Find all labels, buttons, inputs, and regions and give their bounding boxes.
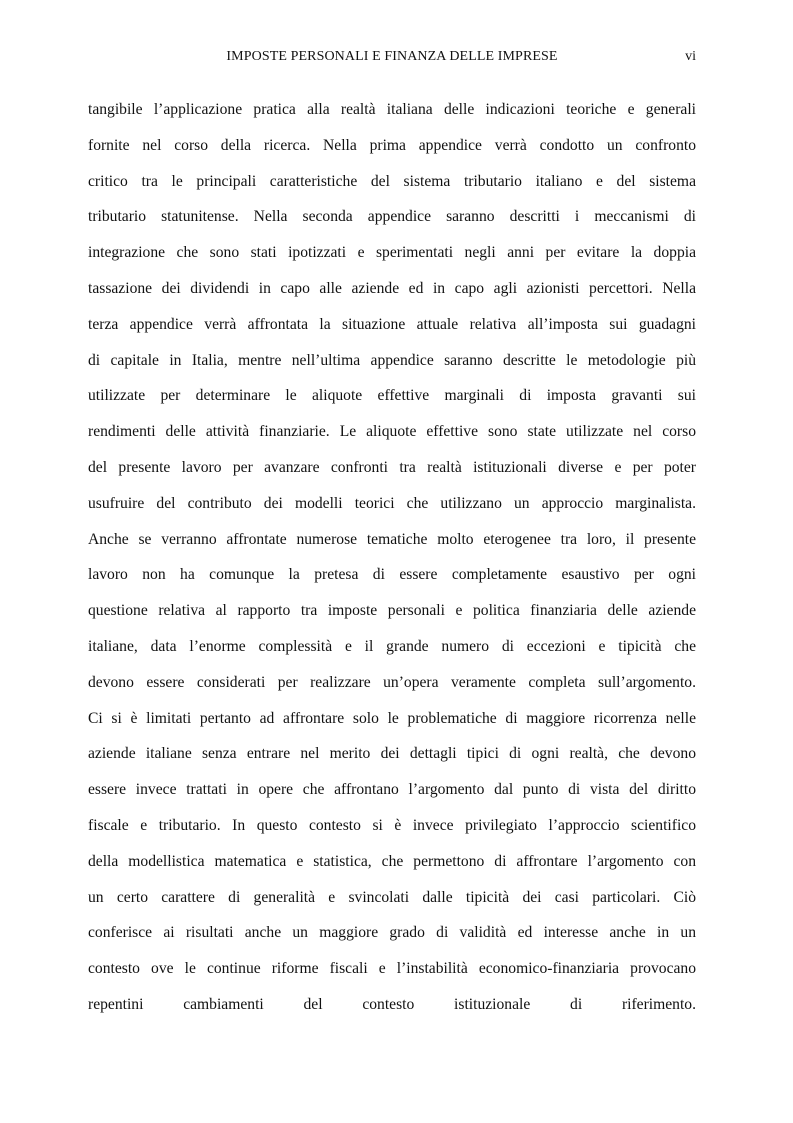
text-line: della modellistica matematica e statistica, che permettono di affrontare l’argomento con [88, 852, 696, 870]
text-line: un certo carattere di generalità e svincolati dalle tipicità dei casi particolari. Ciò [88, 888, 696, 906]
text-line: fiscale e tributario. In questo contesto si è invece privilegiato l’approccio scientifico [88, 816, 696, 834]
text-line: fornite nel corso della ricerca. Nella prima appendice verrà condotto un confronto [88, 136, 696, 154]
text-line: integrazione che sono stati ipotizzati e sperimentati negli anni per evitare la doppia [88, 244, 696, 262]
running-title: IMPOSTE PERSONALI E FINANZA DELLE IMPRESE [226, 49, 558, 64]
text-line: di capitale in Italia, mentre nell’ultima appendice saranno descritte le metodologie più [88, 351, 696, 369]
text-line: critico tra le principali caratteristiche del sistema tributario italiano e del sistema [88, 172, 696, 190]
text-line: conferisce ai risultati anche un maggiore grado di validità ed interesse anche in un [88, 924, 696, 942]
text-line: italiane, data l’enorme complessità e il grande numero di eccezioni e tipicità che [88, 637, 696, 655]
text-line: devono essere considerati per realizzare un’opera veramente completa sull’argomento. [88, 673, 696, 691]
text-line: essere invece trattati in opere che affrontano l’argomento dal punto di vista del diritto [88, 781, 696, 799]
text-line: usufruire del contributo dei modelli teorici che utilizzano un approccio marginalista. [88, 494, 696, 512]
text-line: utilizzate per determinare le aliquote effettive marginali di imposta gravanti sui [88, 387, 696, 405]
text-line: lavoro non ha comunque la pretesa di essere completamente esaustivo per ogni [88, 566, 696, 584]
text-line: tangibile l’applicazione pratica alla realtà italiana delle indicazioni teoriche e generali [88, 101, 696, 118]
body-paragraph [88, 92, 696, 1023]
text-line: del presente lavoro per avanzare confronti tra realtà istituzionali diverse e per poter [88, 458, 696, 476]
text-line: tassazione dei dividendi in capo alle aziende ed in capo agli azionisti percettori. Nella [88, 279, 696, 297]
text-line: repentini cambiamenti del contesto istituzionale di riferimento. [88, 995, 696, 1013]
text-line: aziende italiane senza entrare nel merito dei dettagli tipici di ogni realtà, che devono [88, 745, 696, 763]
text-line: questione relativa al rapporto tra imposte personali e politica finanziaria delle aziende [88, 602, 696, 620]
page-number: vi [685, 49, 696, 64]
text-line: Anche se verranno affrontate numerose tematiche molto eterogenee tra loro, il presente [88, 530, 696, 548]
text-line: rendimenti delle attività finanziarie. Le aliquote effettive sono state utilizzate nel corso [88, 423, 696, 441]
text-line: contesto ove le continue riforme fiscali e l’instabilità economico-finanziaria provocano [88, 960, 696, 978]
text-line: Ci si è limitati pertanto ad affrontare solo le problematiche di maggiore ricorrenza nelle [88, 709, 696, 727]
text-line: terza appendice verrà affrontata la situazione attuale relativa all’imposta sui guadagni [88, 315, 696, 333]
page-header [88, 47, 696, 67]
text-line: tributario statunitense. Nella seconda appendice saranno descritti i meccanismi di [88, 208, 696, 226]
